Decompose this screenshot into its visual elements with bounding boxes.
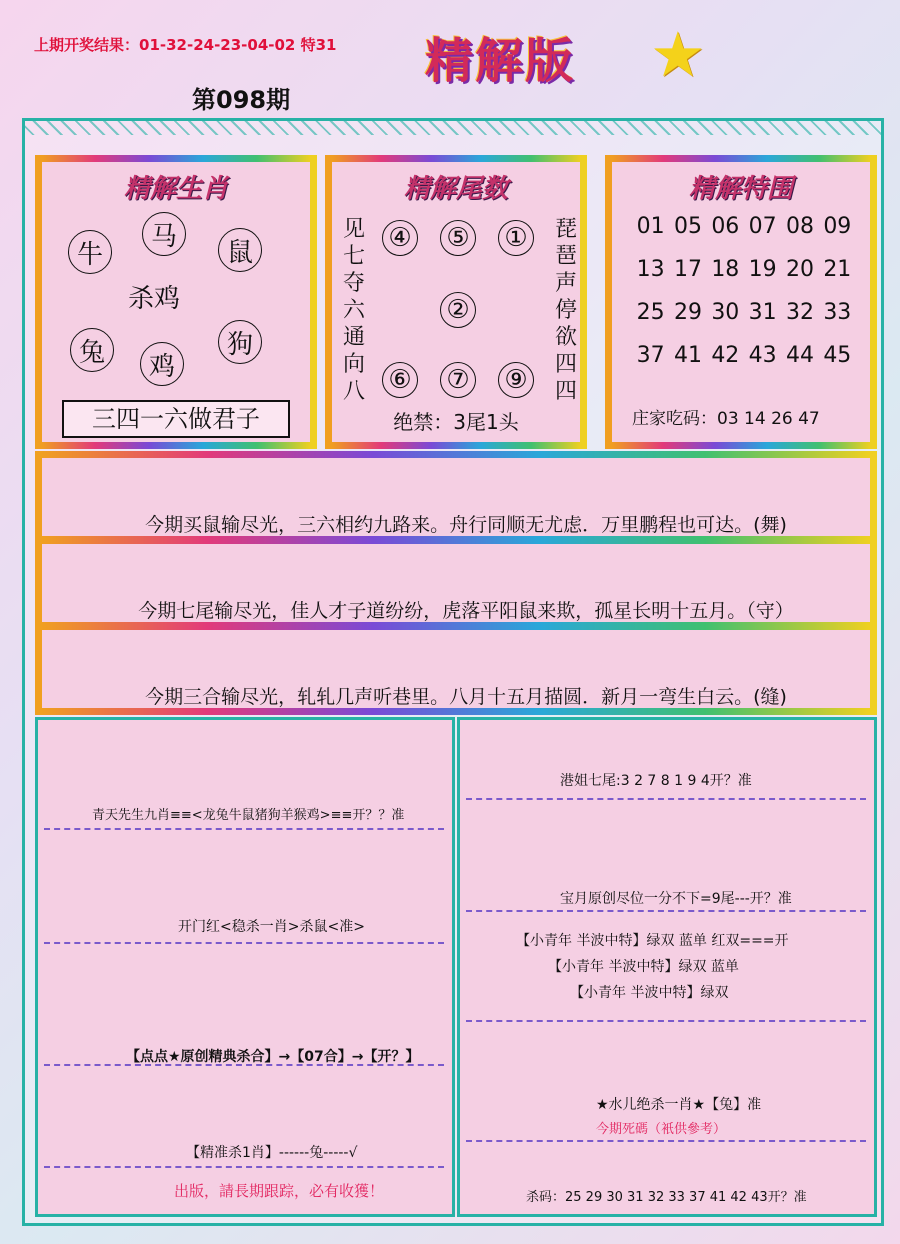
- zodiac-title: 精解生肖: [123, 174, 228, 204]
- special-number: 41: [673, 343, 702, 368]
- tip-line: 开门红<稳杀一肖>杀鼠<准>: [178, 919, 365, 935]
- special-number: 09: [823, 214, 852, 239]
- special-panel: [605, 155, 877, 449]
- special-number: 21: [823, 257, 852, 282]
- dashed-divider: [466, 1020, 866, 1022]
- special-number: 25: [636, 300, 665, 325]
- dashed-divider: [466, 798, 866, 800]
- special-number: 37: [636, 343, 665, 368]
- animal-circle: 牛: [68, 230, 112, 274]
- special-number: 18: [711, 257, 740, 282]
- dashed-divider: [44, 1064, 444, 1066]
- dashed-divider: [466, 910, 866, 912]
- dashed-divider: [44, 942, 444, 944]
- tip-line: 【点点★原创精典杀合】→【07合】→【开？】: [126, 1049, 420, 1065]
- special-number: 05: [673, 214, 702, 239]
- special-number: 01: [636, 214, 665, 239]
- dashed-divider: [44, 828, 444, 830]
- special-number: 31: [748, 300, 777, 325]
- left-vertical-text: 见七夺六通向八: [342, 217, 365, 404]
- tail-circle: ②: [440, 292, 476, 328]
- special-number: 29: [673, 300, 702, 325]
- tail-circle: ①: [498, 220, 534, 256]
- tip-line: 宝月原创尽位一分不下=9尾---开？准: [560, 891, 792, 907]
- tail-circle: ⑥: [382, 362, 418, 398]
- poem-text: 今期买鼠输尽光，三六相约九路来。舟行同顺无尤虑．万里鹏程也可达。(舞): [145, 514, 787, 536]
- banker-numbers: 庄家吃码：03 14 26 47: [632, 409, 820, 429]
- kill-codes-line: 杀码：25 29 30 31 32 33 37 41 42 43开？准: [526, 1190, 807, 1205]
- poem-text: 今期三合输尽光，轧轧几声听巷里。八月十五月描圆．新月一弯生白云。(缝): [145, 686, 787, 708]
- special-number: 30: [711, 300, 740, 325]
- left-tips-panel: [35, 717, 455, 1217]
- tip-line: 港姐七尾:3 2 7 8 1 9 4开？准: [560, 773, 752, 789]
- wave-line: 【小青年 半波中特】绿双 蓝单 红双===开: [516, 933, 789, 949]
- special-numbers: [632, 214, 856, 368]
- poem-panel: [35, 451, 877, 543]
- forbid-line: 绝禁：3尾1头: [393, 410, 519, 434]
- main-frame: [22, 118, 884, 1226]
- special-number: 44: [785, 343, 814, 368]
- right-vertical-text: 琵琶声停欲四四: [554, 217, 577, 404]
- logo: 精解版: [425, 33, 576, 89]
- animal-circle: 鼠: [218, 228, 262, 272]
- special-number: 20: [785, 257, 814, 282]
- tip-line: 青天先生九肖≡≡<龙兔牛鼠猪狗羊猴鸡>≡≡开？？准: [92, 808, 405, 823]
- special-number: 32: [785, 300, 814, 325]
- animal-circle: 鸡: [140, 342, 184, 386]
- zodiac-panel: [35, 155, 317, 449]
- motto-box: 三四一六做君子: [62, 400, 290, 438]
- special-number: 33: [823, 300, 852, 325]
- wave-line: 【小青年 半波中特】绿双: [570, 985, 729, 1001]
- animal-circle: 兔: [70, 328, 114, 372]
- special-number: 19: [748, 257, 777, 282]
- kill-one-line: ★水儿绝杀一肖★【兔】准: [596, 1097, 762, 1113]
- tail-circle: ⑦: [440, 362, 476, 398]
- special-number: 06: [711, 214, 740, 239]
- wave-line: 【小青年 半波中特】绿双 蓝单: [548, 959, 739, 975]
- footer-note: 出版，請長期跟踪，必有收獲！: [174, 1182, 385, 1200]
- animal-circle: 马: [142, 212, 186, 256]
- special-title: 精解特围: [688, 174, 793, 204]
- special-number: 43: [748, 343, 777, 368]
- dead-code-note: 今期死碼（衹供參考）: [596, 1122, 727, 1137]
- issue-number: 第098期: [192, 86, 291, 114]
- last-result: 上期开奖结果：01-32-24-23-04-02 特31: [34, 36, 337, 54]
- poem-panel: [35, 537, 877, 629]
- dashed-divider: [466, 1140, 866, 1142]
- zigzag-border: [25, 121, 881, 135]
- right-tips-panel: [457, 717, 877, 1217]
- dashed-divider: [44, 1166, 444, 1168]
- kill-zodiac: 杀鸡: [128, 284, 181, 314]
- special-number: 42: [711, 343, 740, 368]
- tip-line: 【精准杀1肖】------兔-----√: [186, 1145, 358, 1161]
- special-number: 45: [823, 343, 852, 368]
- tail-circle: ④: [382, 220, 418, 256]
- star-icon: ★: [650, 18, 706, 91]
- tail-circle: ⑤: [440, 220, 476, 256]
- tail-panel: [325, 155, 587, 449]
- tail-circle: ⑨: [498, 362, 534, 398]
- tail-title: 精解尾数: [403, 174, 508, 204]
- poem-panel: [35, 623, 877, 715]
- special-number: 17: [673, 257, 702, 282]
- special-number: 08: [785, 214, 814, 239]
- poem-text: 今期七尾输尽光，佳人才子道纷纷，虎落平阳鼠来欺，孤星长明十五月。（守）: [138, 600, 794, 622]
- special-number: 07: [748, 214, 777, 239]
- animal-circle: 狗: [218, 320, 262, 364]
- special-number: 13: [636, 257, 665, 282]
